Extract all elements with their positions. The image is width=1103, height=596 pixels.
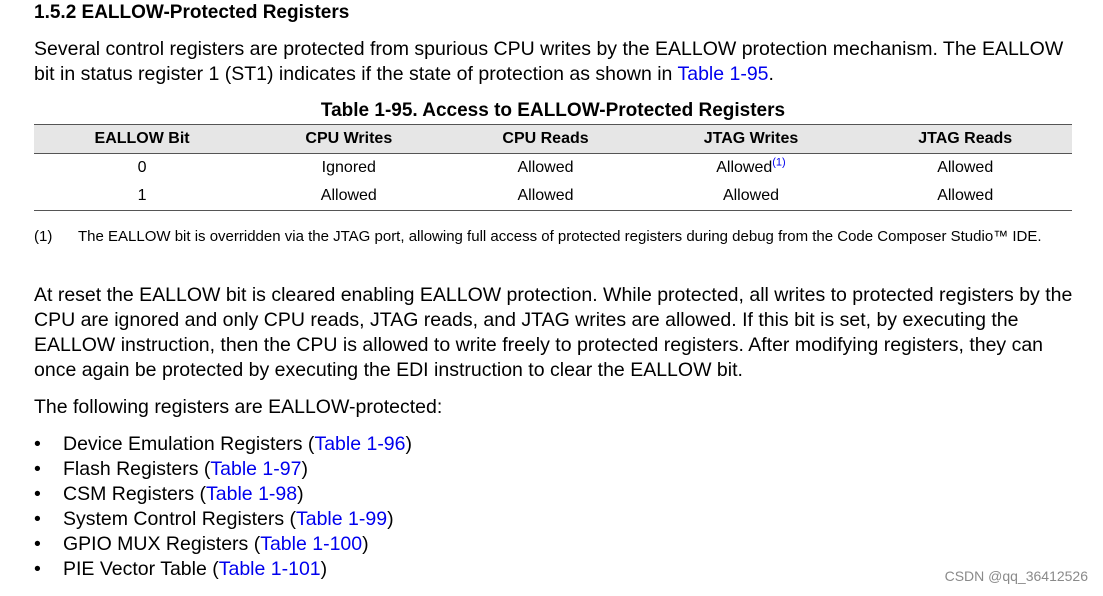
csdn-watermark: CSDN @qq_36412526 <box>944 568 1088 584</box>
list-item-close: ) <box>297 483 304 505</box>
header-jtag-writes: JTAG Writes <box>644 125 859 154</box>
bullet: • <box>34 533 41 555</box>
list-item-close: ) <box>387 508 394 530</box>
table-1-101-link[interactable]: Table 1-101 <box>218 558 321 580</box>
section-title: 1.5.2 EALLOW-Protected Registers <box>34 2 350 23</box>
bullet: • <box>34 508 41 530</box>
eallow-access-table <box>34 124 1072 211</box>
footnote-text: The EALLOW bit is overridden via the JTAG port, allowing full access of protected registers during debug from the Code Composer Studio™ IDE. <box>78 228 1042 245</box>
list-item-label: PIE Vector Table ( <box>63 558 219 580</box>
list-item-label: System Control Registers ( <box>63 508 296 530</box>
table-cell: Allowed <box>448 182 644 211</box>
list-item <box>34 482 412 507</box>
list-item <box>34 557 412 582</box>
table-header-row <box>34 125 1072 154</box>
table-cell: Ignored <box>321 159 376 176</box>
bullet: • <box>34 458 41 480</box>
table-cell <box>644 154 859 183</box>
list-item <box>34 507 412 532</box>
list-item-close: ) <box>301 458 308 480</box>
table-row <box>34 182 1072 211</box>
list-intro: The following registers are EALLOW-protected: <box>34 396 443 418</box>
table-cell: Allowed <box>644 182 859 211</box>
intro-paragraph <box>34 37 1079 87</box>
list-item-close: ) <box>362 533 369 555</box>
header-cpu-writes: CPU Writes <box>250 125 447 154</box>
table-1-98-link[interactable]: Table 1-98 <box>206 483 298 505</box>
table-1-100-link[interactable]: Table 1-100 <box>260 533 363 555</box>
list-item <box>34 432 412 457</box>
list-item <box>34 532 412 557</box>
intro-end: . <box>768 63 774 85</box>
footnote-number: (1) <box>34 228 53 245</box>
list-item-label: Device Emulation Registers ( <box>63 433 315 455</box>
header-cpu-reads: CPU Reads <box>448 125 644 154</box>
reset-paragraph: At reset the EALLOW bit is cleared enabling EALLOW protection. While protected, all writes to protected registers by the CPU are ignored and only CPU reads, JTAG reads, and JTAG writes are allowed. If this bit is set, by executing the EALLOW instruction, then the CPU is allowed to write freely to protected registers. After modifying registers, they can once again be protected by executing the EDI instruction to clear the EALLOW bit. <box>34 284 1073 381</box>
list-item-label: GPIO MUX Registers ( <box>63 533 261 555</box>
table-cell-text: Allowed <box>716 159 773 176</box>
header-eallow-bit: EALLOW Bit <box>34 125 250 154</box>
list-item-close: ) <box>405 433 413 455</box>
table-1-96-link[interactable]: Table 1-96 <box>314 433 406 455</box>
table-1-95-link[interactable]: Table 1-95 <box>677 63 769 85</box>
list-item-close: ) <box>320 558 328 580</box>
table-cell: Allowed <box>517 159 574 176</box>
table-caption: Table 1-95. Access to EALLOW-Protected Registers <box>320 100 786 121</box>
bullet: • <box>34 483 41 505</box>
footnote-ref-link[interactable]: (1) <box>772 156 786 169</box>
table-1-97-link[interactable]: Table 1-97 <box>210 458 302 480</box>
table-cell: 0 <box>137 159 147 176</box>
intro-text: Several control registers are protected from spurious CPU writes by the EALLOW protection mechanism. The EALLOW bit in status register 1 (ST1) indicates if the state of protection as shown in <box>34 38 1064 85</box>
table-cell: Allowed <box>250 182 447 211</box>
table-cell: 1 <box>34 182 250 211</box>
list-item <box>34 457 412 482</box>
bullet: • <box>34 433 41 455</box>
list-item-label: CSM Registers ( <box>63 483 207 505</box>
table-row <box>34 154 1072 183</box>
header-jtag-reads: JTAG Reads <box>858 125 1072 154</box>
table-cell: Allowed <box>858 182 1072 211</box>
table-cell: Allowed <box>937 159 994 176</box>
list-item-label: Flash Registers ( <box>63 458 211 480</box>
protected-register-list <box>34 432 412 582</box>
table-1-99-link[interactable]: Table 1-99 <box>295 508 388 530</box>
bullet: • <box>34 558 41 580</box>
